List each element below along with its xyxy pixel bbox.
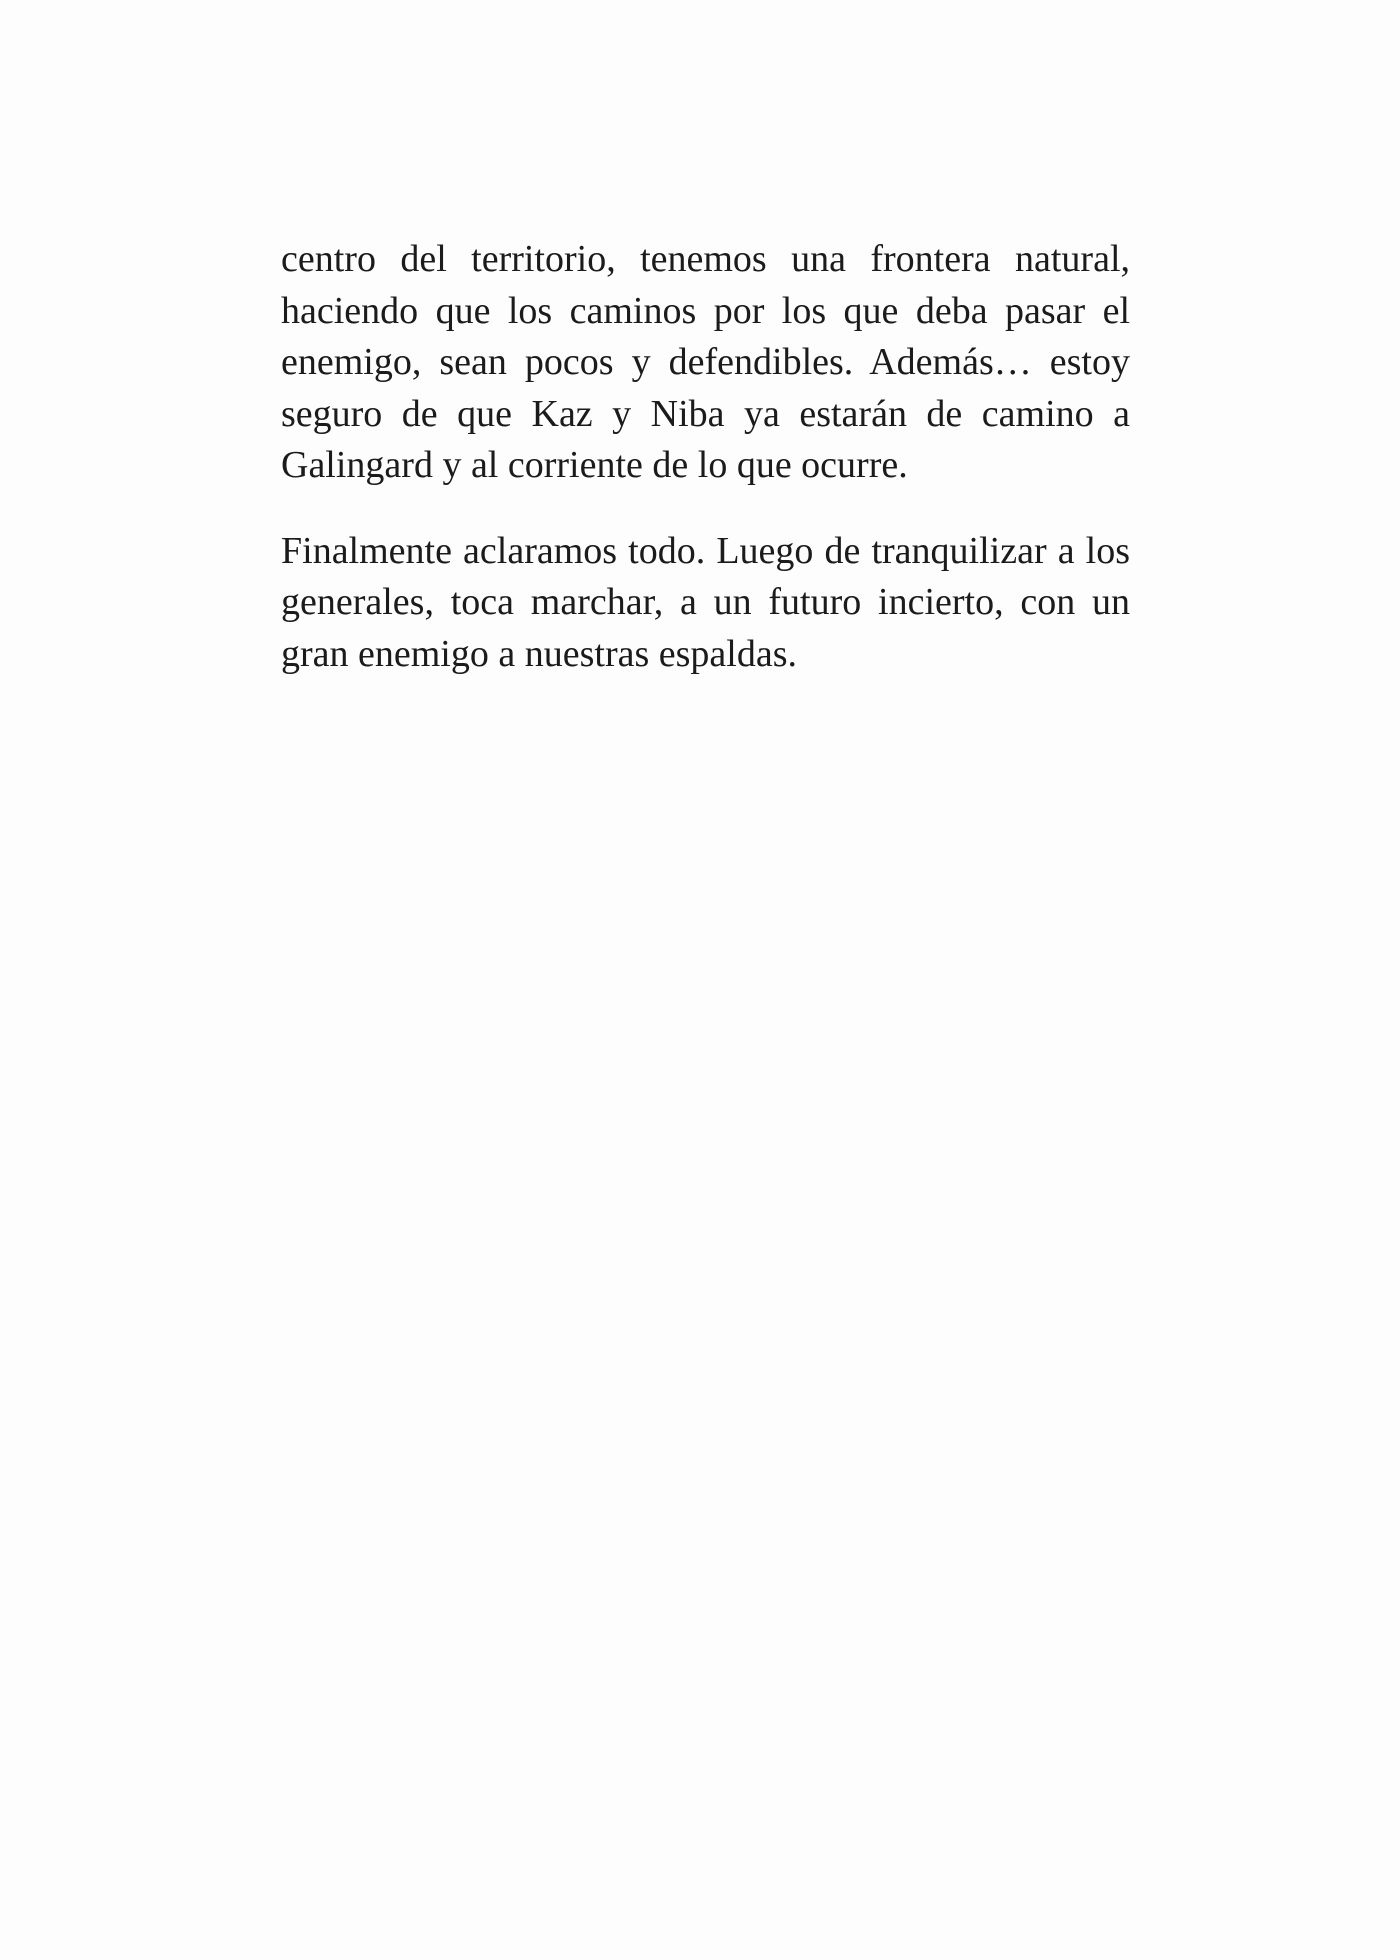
- paragraph-2: [281, 526, 1130, 681]
- paragraph-spacer: [281, 492, 1130, 526]
- body-text: [281, 234, 1130, 680]
- paragraph-line: gran enemigo a nuestras espaldas.: [281, 632, 797, 675]
- paragraph-1: [281, 234, 1130, 492]
- paragraph-line: seguro de que Kaz y Niba ya estarán de camino a: [281, 392, 1130, 435]
- paragraph-line: haciendo que los caminos por los que deba pasar el: [281, 289, 1130, 332]
- paragraph-line: enemigo, sean pocos y defendibles. Además… estoy: [281, 341, 1130, 383]
- paragraph-line: generales, toca marchar, a un futuro incierto, con un: [281, 581, 1130, 623]
- paragraph-line: centro del territorio, tenemos una frontera natural,: [281, 238, 1130, 280]
- paragraph-line: Galingard y al corriente de lo que ocurre.: [281, 444, 908, 486]
- paragraph-line: Finalmente aclaramos todo. Luego de tranquilizar a los: [281, 529, 1130, 572]
